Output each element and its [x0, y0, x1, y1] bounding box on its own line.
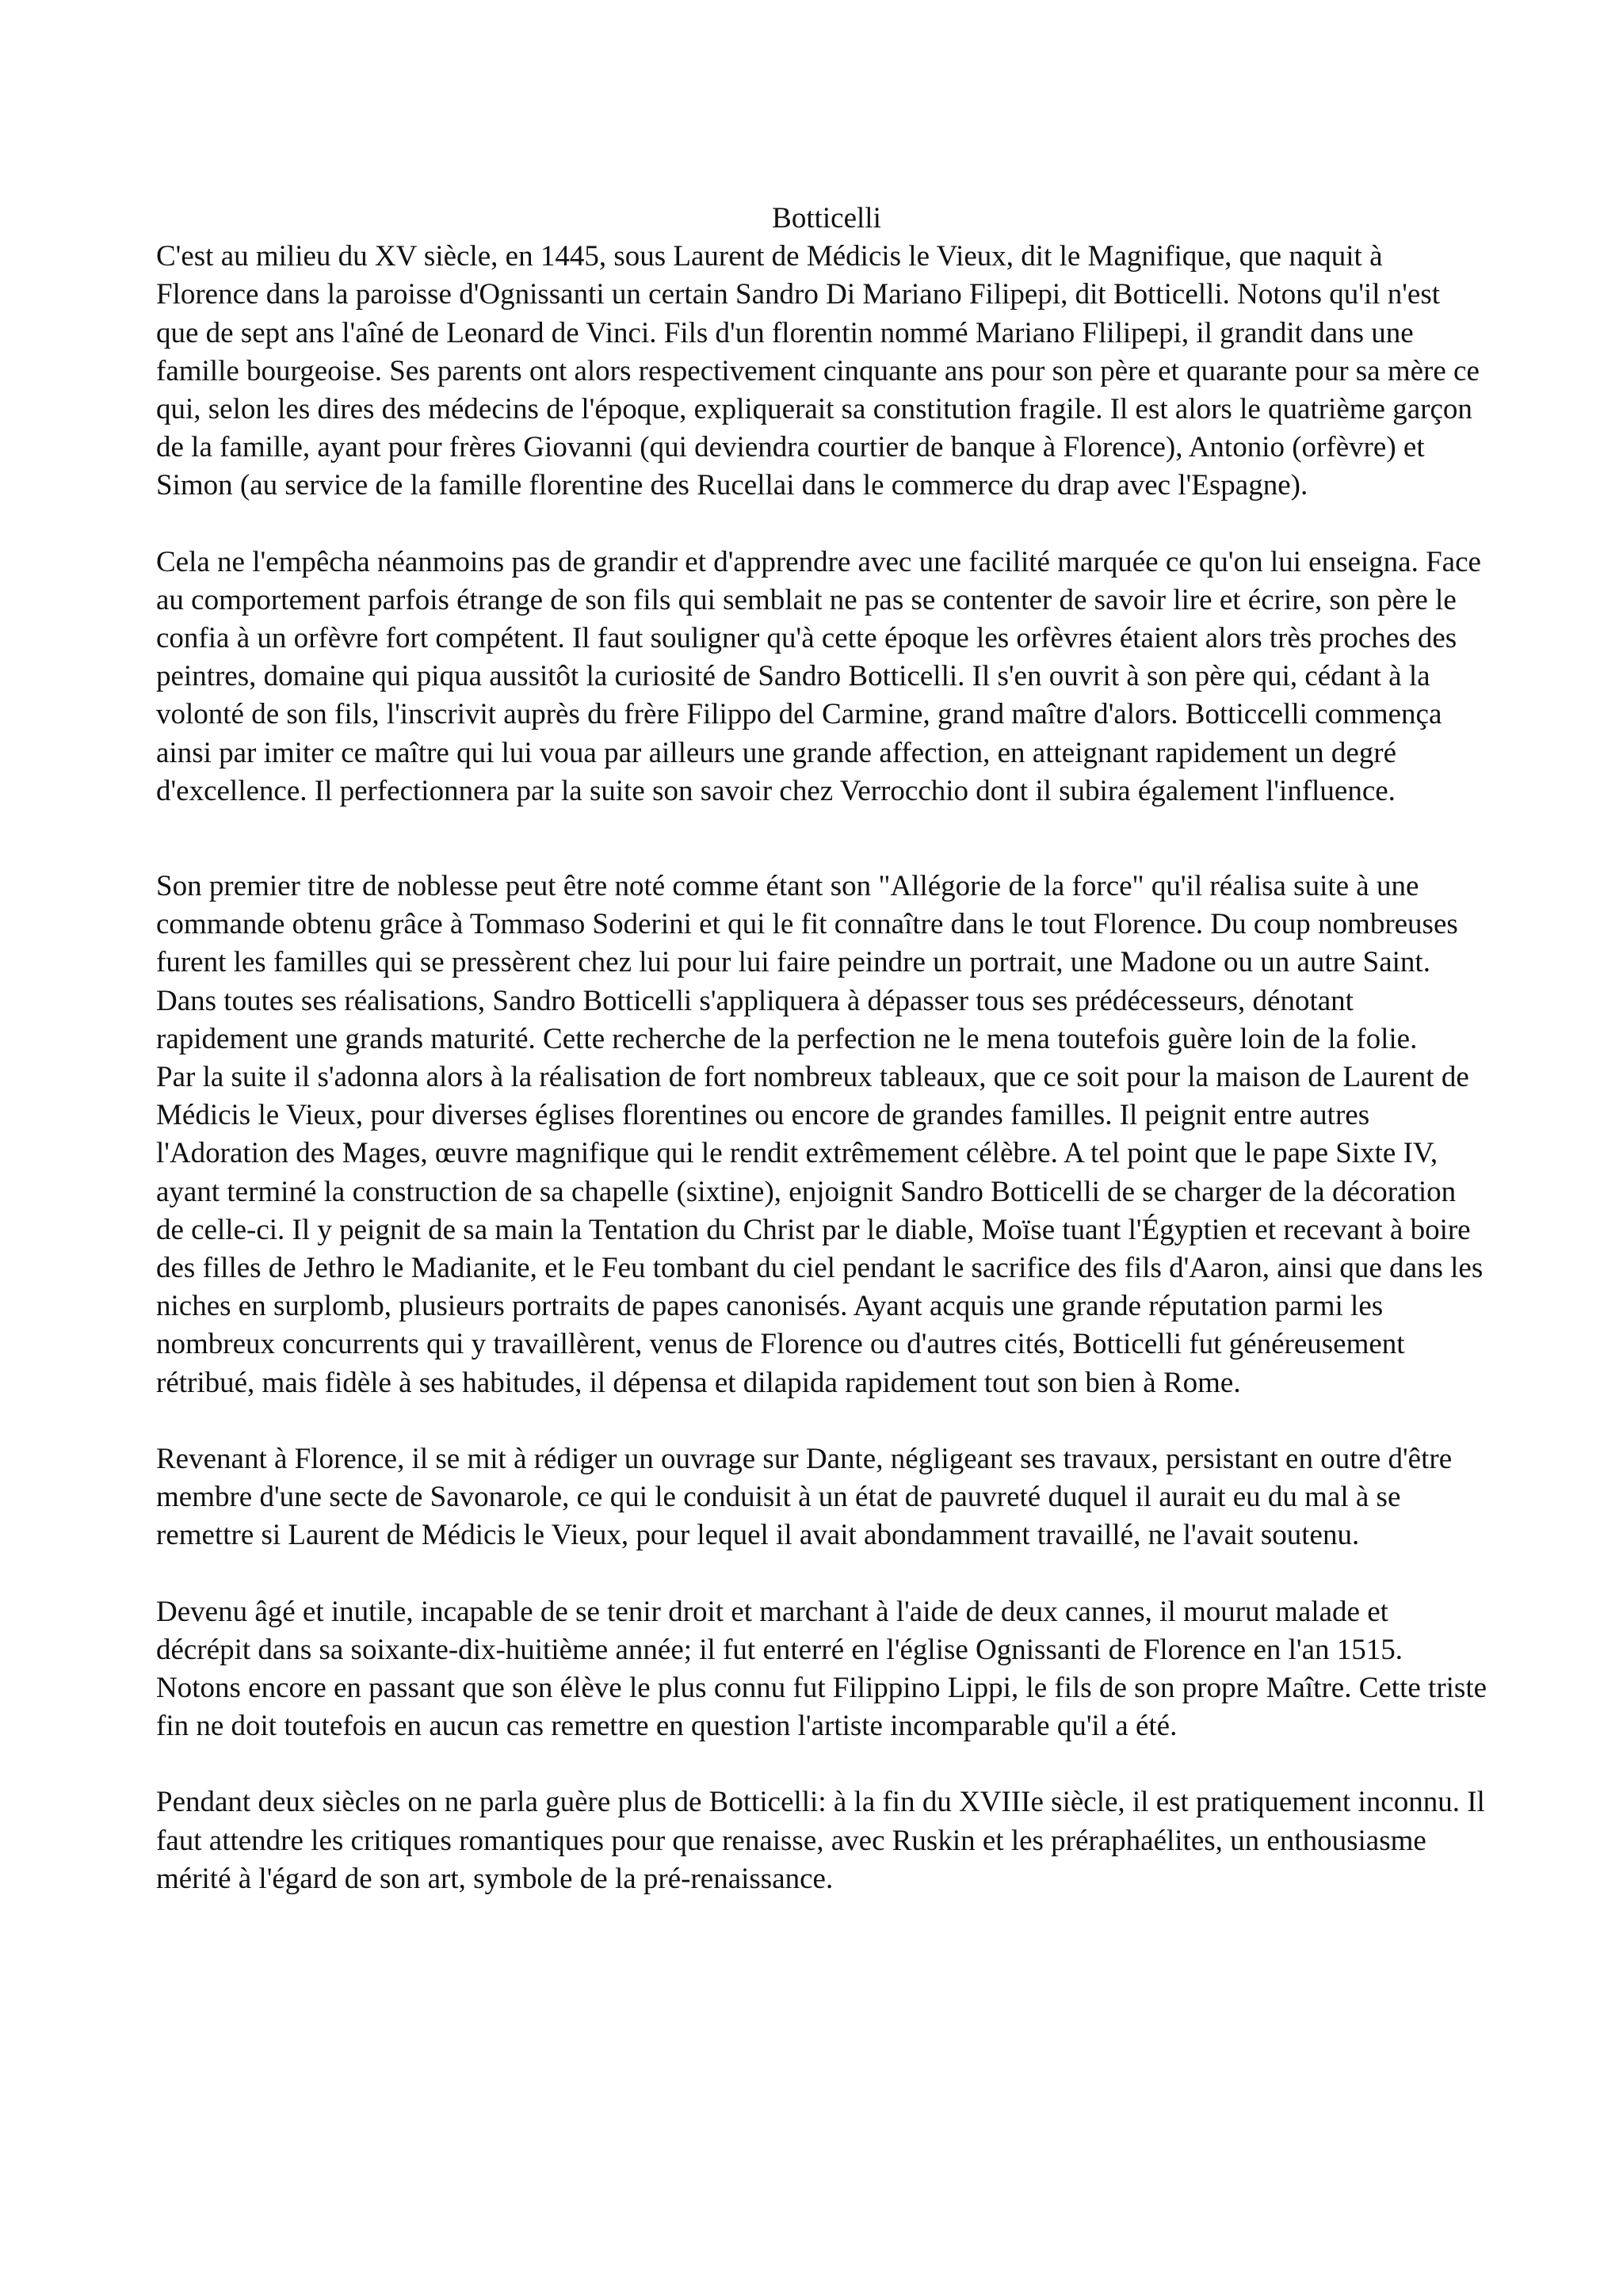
paragraph-spacer: [156, 810, 1487, 868]
paragraph-spacer: [156, 1402, 1487, 1440]
paragraph-4: Par la suite il s'adonna alors à la réalisation de fort nombreux tableaux, que ce soit pour la maison de Laurent de Médicis le Vieux, pour diverses églises florentines ou encore de grandes familles. Il peignit entre autres l'Adoration des Mages, œuvre magnifique qui le rendit extrêmement célèbre. A tel point que le pape Sixte IV, ayant terminé la construction de sa chapelle (sixtine), enjoignit Sandro Botticelli de se charger de la décoration de celle-ci. Il y peignit de sa main la Tentation du Christ par le diable, Moïse tuant l'Égyptien et recevant à boire des filles de Jethro le Madianite, et le Feu tombant du ciel pendant le sacrifice des fils d'Aaron, ainsi que dans les niches en surplomb, plusieurs portraits de papes canonisés. Ayant acquis une grande réputation parmi les nombreux concurrents qui y travaillèrent, venus de Florence ou d'autres cités, Botticelli fut généreusement rétribué, mais fidèle à ses habitudes, il dépensa et dilapida rapidement tout son bien à Rome.: [156, 1061, 1484, 1399]
document-body: [156, 200, 1487, 1898]
paragraph-3: Son premier titre de noblesse peut être noté comme étant son "Allégorie de la force" qu'il réalisa suite à une commande obtenu grâce à Tommaso Soderini et qui le fit connaître dans le tout Florence. Du coup nombreuses furent les familles qui se pressèrent chez lui pour lui faire peindre un portrait, une Madone ou un autre Saint. Dans toutes ses réalisations, Sandro Botticelli s'appliquera à dépasser tous ses prédécesseurs, dénotant rapidement une grands maturité. Cette recherche de la perfection ne le mena toutefois guère loin de la folie.: [156, 870, 1458, 1055]
paragraph-2: Cela ne l'empêcha néanmoins pas de grandir et d'apprendre avec une facilité marquée ce qu'on lui enseigna. Face au comportement parfois étrange de son fils qui semblait ne pas se contenter de savoir lire et écrire, son père le confia à un orfèvre fort compétent. Il faut souligner qu'à cette époque les orfèvres étaient alors très proches des peintres, domaine qui piqua aussitôt la curiosité de Sandro Botticelli. Il s'en ouvrit à son père qui, cédant à la volonté de son fils, l'inscrivit auprès du frère Filippo del Carmine, grand maître d'alors. Botticcelli commença ainsi par imiter ce maître qui lui voua par ailleurs une grande affection, en atteignant rapidement un degré d'excellence. Il perfectionnera par la suite son savoir chez Verrocchio dont il subira également l'influence.: [156, 545, 1481, 807]
document-title: Botticelli: [772, 202, 881, 235]
paragraph-spacer: [156, 1745, 1487, 1783]
paragraph-5: Revenant à Florence, il se mit à rédiger un ouvrage sur Dante, négligeant ses travaux, persistant en outre d'être membre d'une secte de Savonarole, ce qui le conduisit à un état de pauvreté duquel il aurait eu du mal à se remettre si Laurent de Médicis le Vieux, pour lequel il avait abondamment travaillé, ne l'avait soutenu.: [156, 1442, 1453, 1552]
paragraph-7: Pendant deux siècles on ne parla guère plus de Botticelli: à la fin du XVIIIe siècle, il est pratiquement inconnu. Il faut attendre les critiques romantiques pour que renaisse, avec Ruskin et les préraphaélites, un enthousiasme mérité à l'égard de son art, symbole de la pré-renaissance.: [156, 1786, 1485, 1895]
paragraph-6: Devenu âgé et inutile, incapable de se tenir droit et marchant à l'aide de deux cannes, il mourut malade et décrépit dans sa soixante-dix-huitième année; il fut enterré en l'église Ognissanti de Florence en l'an 1515. Notons encore en passant que son élève le plus connu fut Filippino Lippi, le fils de son propre Maître. Cette triste fin ne doit toutefois en aucun cas remettre en question l'artiste incomparable qu'il a été.: [156, 1595, 1487, 1743]
paragraph-1: C'est au milieu du XV siècle, en 1445, sous Laurent de Médicis le Vieux, dit le Magnifique, que naquit à Florence dans la paroisse d'Ognissanti un certain Sandro Di Mariano Filipepi, dit Botticelli. Notons qu'il n'est que de sept ans l'aîné de Leonard de Vinci. Fils d'un florentin nommé Mariano Flilipepi, il grandit dans une famille bourgeoise. Ses parents ont alors respectivement cinquante ans pour son père et quarante pour sa mère ce qui, selon les dires des médecins de l'époque, expliquerait sa constitution fragile. Il est alors le quatrième garçon de la famille, ayant pour frères Giovanni (qui deviendra courtier de banque à Florence), Antonio (orfèvre) et Simon (au service de la famille florentine des Rucellai dans le commerce du drap avec l'Espagne).: [156, 240, 1480, 502]
paragraph-spacer: [156, 505, 1487, 543]
paragraph-spacer: [156, 1555, 1487, 1593]
